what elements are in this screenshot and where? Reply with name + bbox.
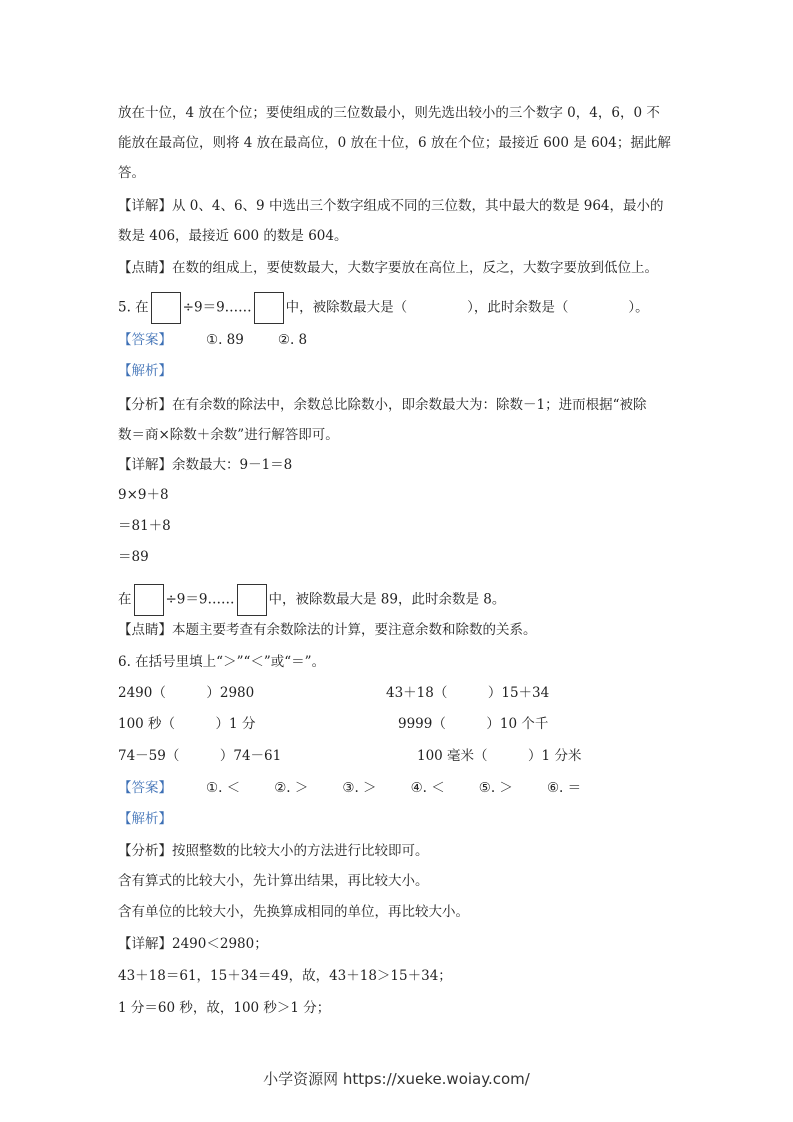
text: ）。 (628, 299, 649, 316)
footer-watermark: 小学资源网 https://xueke.woiay.com/ (263, 1070, 530, 1088)
text-line: 【详解】从 0、4、6、9 中选出三个数字组成不同的三位数，其中最大的数是 964，最小的 (118, 198, 664, 214)
answer: ①. 89 (206, 332, 244, 348)
text-line: 【分析】按照整数的比较大小的方法进行比较即可。 (118, 843, 429, 859)
analysis-label: 【解析】 (118, 363, 172, 379)
answer: ④. ＜ (410, 780, 445, 796)
answer: ⑤. ＞ (478, 780, 513, 796)
text: ），此时余数是（ (467, 299, 569, 316)
analysis-label: 【解析】 (118, 811, 172, 827)
blank-box (237, 584, 267, 616)
text: 在 (118, 591, 132, 608)
answer-line (118, 778, 581, 798)
text-line: 【详解】2490＜2980； (118, 936, 268, 952)
text-line: 【分析】在有余数的除法中，余数总比除数小，即余数最大为：除数－1；进而根据“被除 (118, 397, 647, 413)
answer: ②. 8 (277, 332, 308, 348)
compare-item: 2490（ ）2980 (118, 685, 255, 701)
text-line: 9×9＋8 (118, 487, 169, 503)
text: 5. 在 (118, 299, 149, 316)
text-line: 【点睛】本题主要考查有余数除法的计算，要注意余数和除数的关系。 (118, 622, 537, 638)
answer: ①. ＜ (206, 780, 241, 796)
question-6: 6. 在括号里填上“＞”“＜”或“＝”。 (118, 654, 326, 670)
text-line: 数是 406，最接近 600 的数是 604。 (118, 228, 348, 244)
answer: ②. ＞ (274, 780, 309, 796)
text: ÷9＝9…… (182, 299, 252, 316)
text-line: 含有算式的比较大小，先计算出结果，再比较大小。 (118, 873, 429, 889)
compare-item: 43＋18（ ）15＋34 (386, 685, 550, 701)
text-line: 43＋18＝61，15＋34＝49，故，43＋18＞15＋34； (118, 968, 452, 984)
compare-item: 74－59（ ）74－61 (118, 748, 282, 764)
text-line: 1 分＝60 秒，故，100 秒＞1 分； (118, 1000, 331, 1016)
answer-line (118, 330, 307, 350)
blank-box (134, 584, 164, 616)
question-5 (118, 292, 649, 324)
text-line: 能放在最高位，则将 4 放在最高位，0 放在十位，6 放在个位；最接近 600 是 604；据此解 (118, 135, 671, 151)
text-line: 含有单位的比较大小，先换算成相同的单位，再比较大小。 (118, 904, 469, 920)
text-line: ＝89 (118, 549, 149, 565)
text-line: ＝81＋8 (118, 518, 171, 534)
detail-line (118, 584, 505, 616)
answer-label: 【答案】 (118, 332, 172, 348)
text-line: 【详解】余数最大：9－1＝8 (118, 457, 293, 473)
compare-item: 9999（ ）10 个千 (398, 716, 549, 732)
answer: ⑥. ＝ (546, 780, 582, 796)
answer: ③. ＞ (342, 780, 377, 796)
text: ÷9＝9…… (165, 591, 235, 608)
blank-box (151, 292, 181, 324)
text-line: 答。 (118, 165, 145, 181)
text: 中，被除数最大是（ (285, 299, 408, 316)
text-line: 放在十位，4 放在个位；要使组成的三位数最小，则先选出较小的三个数字 0，4，6，0 不 (118, 105, 660, 121)
answer-label: 【答案】 (118, 780, 172, 796)
text-line: 【点睛】在数的组成上，要使数最大，大数字要放在高位上，反之，大数字要放到低位上。 (118, 260, 658, 276)
compare-item: 100 秒（ ）1 分 (118, 716, 256, 732)
text-line: 数＝商×除数＋余数”进行解答即可。 (118, 427, 339, 443)
blank-box (254, 292, 284, 324)
text: 中，被除数最大是 89，此时余数是 8。 (268, 591, 506, 608)
compare-item: 100 毫米（ ）1 分米 (417, 748, 582, 764)
